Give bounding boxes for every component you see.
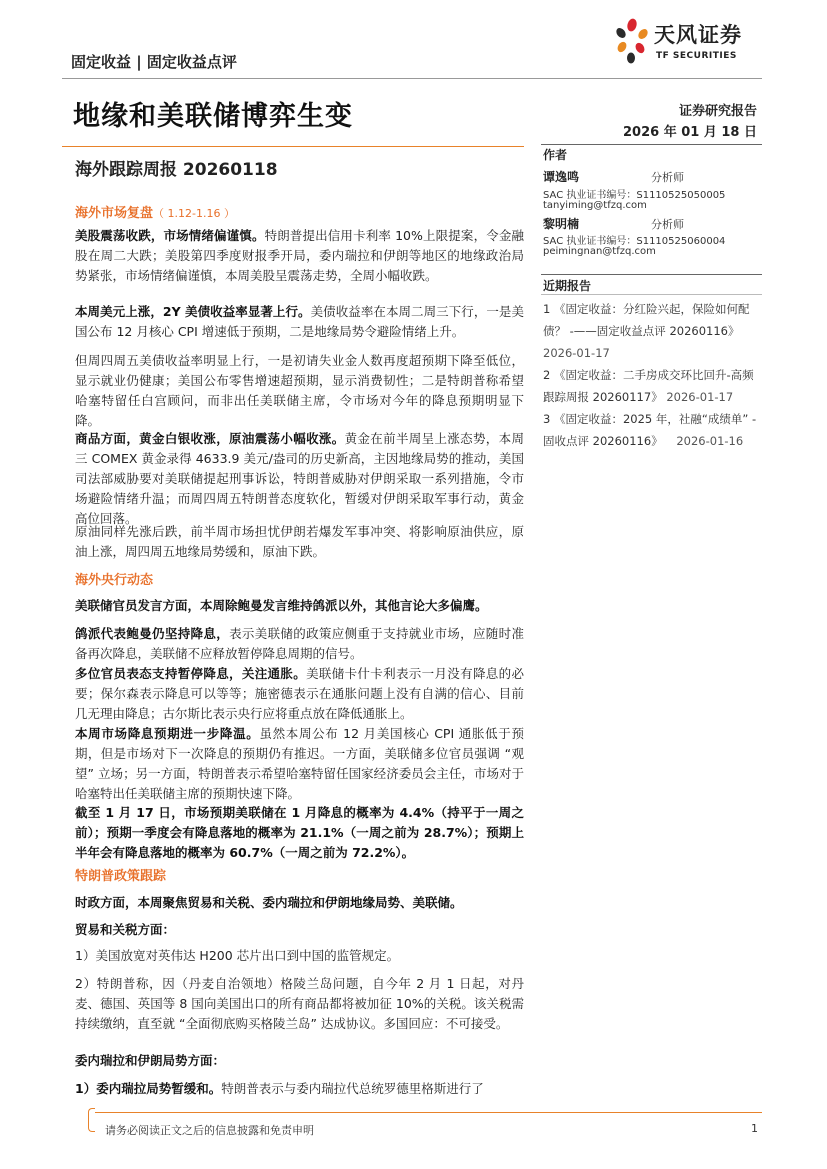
paragraph-text: 虽然本周公布 12 月美国核心 CPI 通胀低于预期，但是市场对下一次降息的预期仍有推迟。一方面，美联储多位官员强调 “观望” 立场；另一方面，特朗普表示希望哈塞特留任国家经济委员会主任，市场对于哈塞特出任美联储主席的预期快速下降。 [75,726,524,801]
section-date-range: （ 1.12-1.16 ） [153,207,235,220]
title-divider [62,146,524,147]
author-cert: SAC 执业证书编号：S1110525060004 [543,236,726,247]
recent-report-item[interactable] [543,364,762,408]
recent-reports-heading: 近期报告 [543,279,592,293]
paragraph-lead: 商品方面，黄金白银收涨，原油震荡小幅收涨。 [75,431,345,446]
paragraph [75,974,524,1034]
paragraph [75,351,524,431]
author-name: 谭逸鸣 [543,170,580,184]
paragraph [75,803,524,863]
logo-english-name: TF SECURITIES [656,51,737,61]
recent-underline [541,294,762,295]
report-title: 地缘和美联储博弈生变 [73,101,353,132]
paragraph-lead: 美股震荡收跌，市场情绪偏谨慎。 [75,228,265,243]
paragraph-text: 1）美国放宽对英伟达 H200 芯片出口到中国的监管规定。 [75,948,400,963]
report-type: 证券研究报告 [678,104,757,119]
paragraph-lead: 美联储官员发言方面，本周除鲍曼发言维持鸽派以外，其他言论大多偏鹰。 [75,598,488,613]
paragraph-text: 但周四周五美债收益率明显上行，一是初请失业金人数再度超预期下降至低位，显示就业仍健康；美国公布零售增速超预期，显示消费韧性；二是特朗普称希望哈塞特留任白宫顾问，而非出任美联储主席，令市场对今年的降息预期明显下降。 [75,353,524,428]
paragraph-text: 特朗普表示与委内瑞拉代总统罗德里格斯进行了 [221,1081,484,1096]
paragraph [75,522,524,562]
tf-flower-icon [612,17,652,65]
sidebar-divider [541,144,762,145]
logo-chinese-name: 天风证券 [654,23,742,47]
paragraph [75,664,524,724]
paragraph-lead: 贸易和关税方面： [75,922,176,937]
paragraph-text: 美债收益率在本周二周三下行，一是美国公布 12 月核心 CPI 增速低于预期，二是地缘局势令避险情绪上升。 [75,304,524,339]
paragraph-text: 2）特朗普称，因（丹麦自治领地）格陵兰岛问题，自今年 2 月 1 日起，对丹麦、德国、英国等 8 国向美国出口的所有商品都将被加征 10%的关税。该关税需持续缴纳，直至就 “全面彻底购买格陵兰岛” 达成协议。多国回应：不可接受。 [75,976,524,1031]
paragraph-text: 表示美联储的政策应侧重于支持就业市场，应随时准备再次降息，美联储不应释放暂停降息周期的信号。 [75,626,524,661]
recent-divider [541,274,762,275]
footer-divider [95,1112,762,1113]
section-title: 海外央行动态 [75,573,154,588]
paragraph [75,624,524,664]
paragraph-lead: 本周市场降息预期进一步降温。 [75,726,260,741]
recent-report-date: 2026-01-17 [666,390,734,404]
paragraph-lead: 鸽派代表鲍曼仍坚持降息， [75,626,230,641]
company-logo [612,17,762,69]
recent-report-title[interactable]: 2 《固定收益：二手房成交环比回升-高频跟踪周报 20260117》 [543,368,754,404]
footer-bracket [88,1108,95,1132]
recent-report-title[interactable]: 3 《固定收益：2025 年，社融“成绩单” -固收点评 20260116》 [543,412,757,448]
paragraph [75,724,524,804]
paragraph [75,226,524,286]
report-category: 固定收益 | 固定收益点评 [71,53,237,71]
probability-summary: 截至 1 月 17 日，市场预期美联储在 1 月降息的概率为 4.4%（持平于一周之前）；预期一季度会有降息落地的概率为 21.1%（一周之前为 28.7%）；预期上半年会有降息落地的概率为 60.7%（一周之前为 72.2%）。 [75,805,525,860]
paragraph [75,302,524,342]
paragraph-text: 特朗普提出信用卡利率 10%上限提案，令金融股在周二大跌；美股第四季度财报季开局，委内瑞拉和伊朗等地区的地缘政治局势紧张，市场情绪偏谨慎，本周美股呈震荡走势，全周小幅收跌。 [75,228,524,283]
paragraph [75,946,524,966]
paragraph-lead: 委内瑞拉和伊朗局势方面： [75,1053,226,1068]
author-email[interactable]: tanyiming@tfzq.com [543,200,647,211]
paragraph-lead: 本周美元上涨，2Y 美债收益率显著上行。 [75,304,311,319]
paragraph [75,429,524,529]
authors-heading: 作者 [543,148,568,162]
recent-report-date: 2026-01-17 [543,346,610,360]
author-email[interactable]: peimingnan@tfzq.com [543,246,656,257]
footer-disclaimer[interactable]: 请务必阅读正文之后的信息披露和免责申明 [105,1124,314,1137]
recent-report-item[interactable] [543,298,762,364]
paragraph-text: 原油同样先涨后跌，前半周市场担忧伊朗若爆发军事冲突、将影响原油供应，原油上涨，周四周五地缘局势缓和，原油下跌。 [75,524,524,559]
paragraph-lead: 多位官员表态支持暂停降息，关注通胀。 [75,666,307,681]
author-cert: SAC 执业证书编号：S1110525050005 [543,190,726,201]
page-number: 1 [751,1122,758,1135]
recent-report-title[interactable]: 1 《固定收益：分红险兴起，保险如何配债？ -——固定收益点评 20260116》 [543,302,750,338]
author-role: 分析师 [651,218,684,231]
recent-report-date: 2026-01-16 [676,434,744,448]
paragraph-text: 黄金在前半周呈上涨态势，本周三 COMEX 黄金录得 4633.9 美元/盎司的历史新高，主因地缘局势的推动，美国司法部威胁要对美联储提起刑事诉讼，特朗普威胁对伊朗采取一系列措施，令市场避险情绪升温；而周四周五特朗普态度软化，暂缓对伊朗采取军事行动，黄金高位回落。 [75,431,524,526]
report-subtitle: 海外跟踪周报 20260118 [75,160,278,180]
paragraph-text: 美联储卡什卡利表示一月没有降息的必要；保尔森表示降息可以等等；施密德表示在通胀问题上没有自满的信心、目前几无理由降息；古尔斯比表示央行应将重点放在降低通胀上。 [75,666,524,721]
paragraph-lead: 时政方面，本周聚焦贸易和关税、委内瑞拉和伊朗地缘局势、美联储。 [75,895,463,910]
report-date: 2026 年 01 月 18 日 [623,125,757,140]
paragraph [75,1079,524,1099]
section-heading [75,865,166,884]
paragraph-lead: 1）委内瑞拉局势暂缓和。 [75,1081,222,1096]
section-title: 特朗普政策跟踪 [75,869,167,884]
recent-report-item[interactable] [543,408,762,452]
header-divider [62,78,762,79]
section-heading [75,202,235,221]
author-name: 黎明楠 [543,217,580,231]
section-heading [75,569,153,588]
author-role: 分析师 [651,171,684,184]
section-title: 海外市场复盘 [75,206,154,221]
